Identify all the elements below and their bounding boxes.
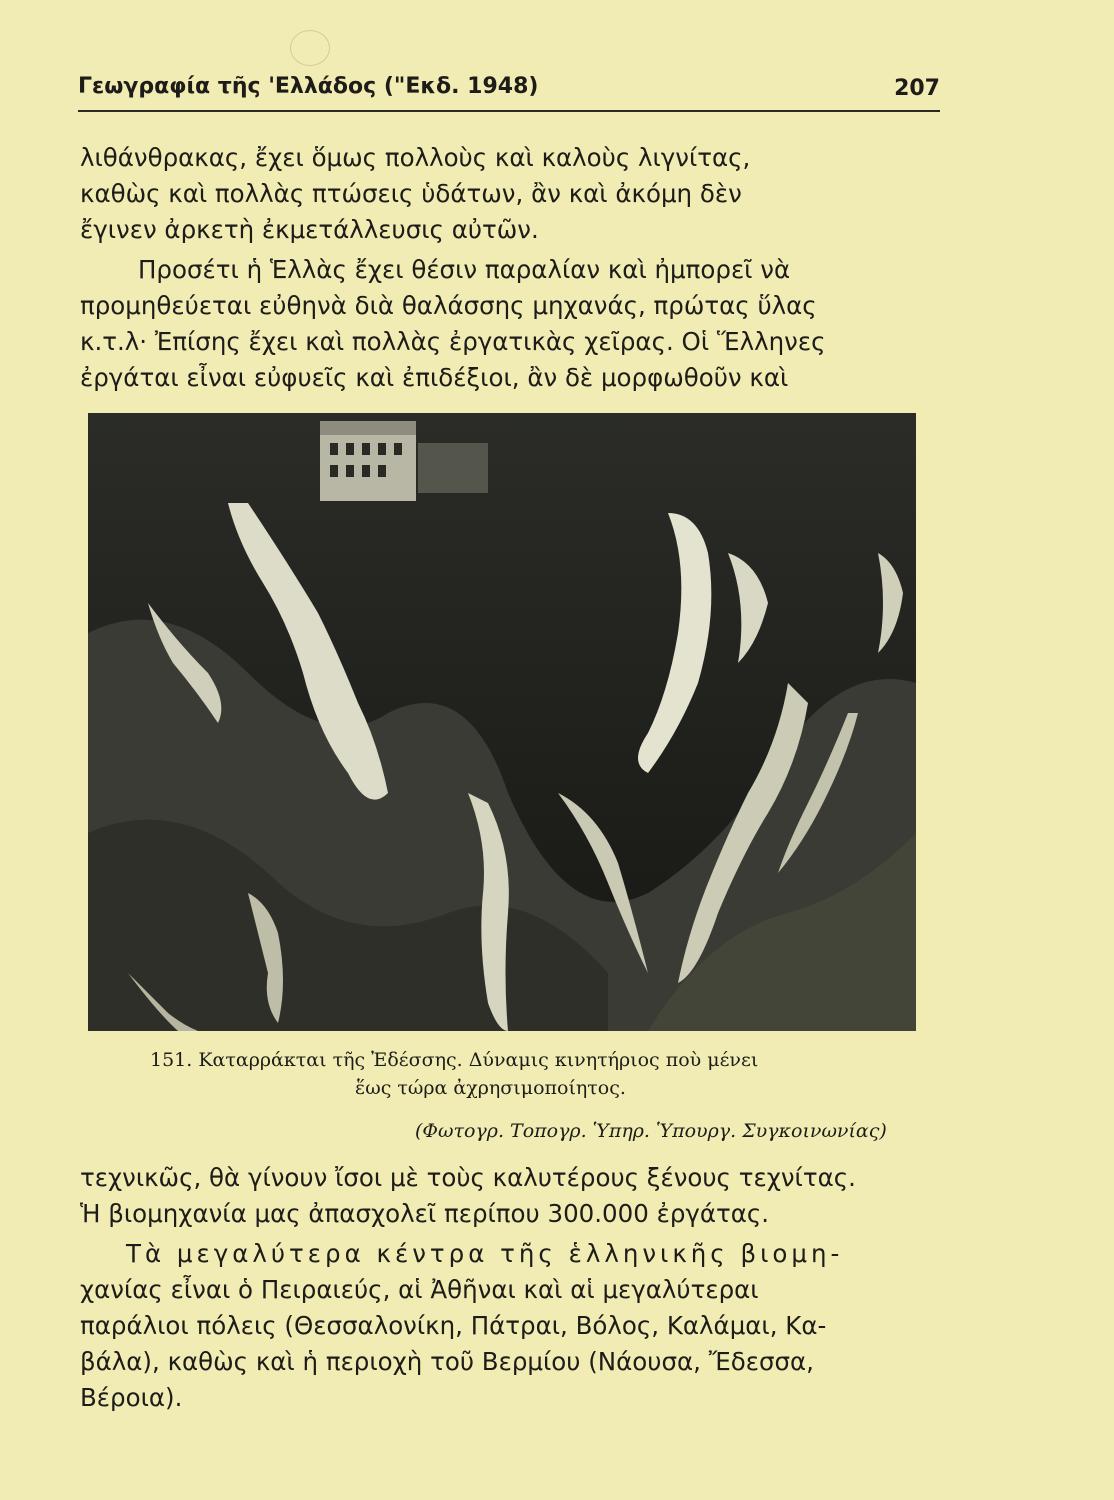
photo-caption	[150, 1046, 870, 1102]
text-line: Βέροια).	[80, 1383, 183, 1412]
waterfall-image	[88, 413, 916, 1031]
text-line: βάλα), καθὼς καὶ ἡ περιοχὴ τοῦ Βερμίου (Νάουσα, Ἔδεσσα,	[80, 1347, 814, 1376]
page-number: 207	[894, 76, 940, 101]
paragraph-last	[80, 1236, 942, 1416]
caption-second: ἕως τώρα ἀχρησιμοποίητος.	[355, 1077, 626, 1099]
text-line: κ.τ.λ· Ἐπίσης ἔχει καὶ πολλὰς ἐργατικὰς χεῖρας. Οἱ Ἕλληνες	[80, 327, 826, 356]
text-line: ἔγινεν ἀρκετὴ ἐκμετάλλευσις αὐτῶν.	[80, 215, 539, 244]
text-line: λιθάνθρακας, ἔχει ὅμως πολλοὺς καὶ καλοὺς λιγνίτας,	[80, 143, 751, 172]
text-line: Προσέτι ἡ Ἑλλὰς ἔχει θέσιν παραλίαν καὶ ἠμπορεῖ νὰ	[138, 255, 791, 284]
text-line: Ἡ βιομηχανία μας ἀπασχολεῖ περίπου 300.000 ἐργάτας.	[80, 1199, 770, 1228]
paper-smudge	[290, 30, 330, 66]
paragraph-second	[80, 252, 942, 396]
paragraph-bottom	[80, 1160, 942, 1232]
text-line: παράλιοι πόλεις (Θεσσαλονίκη, Πάτραι, Βόλος, Καλάμαι, Κα-	[80, 1311, 827, 1340]
text-line: προμηθεύεται εὐθηνὰ διὰ θαλάσσης μηχανάς, πρώτας ὕλας	[80, 291, 817, 320]
photo-credit: (Φωτογρ. Τοπογρ. Ὑπηρ. Ὑπουργ. Συγκοινωνίας)	[415, 1120, 887, 1142]
text-line: ἐργάται εἶναι εὐφυεῖς καὶ ἐπιδέξιοι, ἂν δὲ μορφωθοῦν καὶ	[80, 363, 789, 392]
text-line: Τὰ μεγαλύτερα κέντρα τῆς ἑλληνικῆς βιομη-	[126, 1239, 844, 1268]
header-title: Γεωγραφία τῆς 'Ελλάδος ("Εκδ. 1948)	[78, 74, 539, 99]
running-header	[78, 70, 940, 112]
text-line: χανίας εἶναι ὁ Πειραιεύς, αἱ Ἀθῆναι καὶ αἱ μεγαλύτεραι	[80, 1275, 759, 1304]
paragraph-top	[80, 140, 942, 248]
text-line: τεχνικῶς, θὰ γίνουν ἴσοι μὲ τοὺς καλυτέρους ξένους τεχνίτας.	[80, 1163, 856, 1192]
waterfall-photograph	[88, 413, 916, 1031]
text-line: καθὼς καὶ πολλὰς πτώσεις ὑδάτων, ἂν καὶ ἀκόμη δὲν	[80, 179, 742, 208]
caption-main: 151. Καταρράκται τῆς Ἐδέσσης. Δύναμις κινητήριος ποὺ μένει	[150, 1049, 759, 1071]
